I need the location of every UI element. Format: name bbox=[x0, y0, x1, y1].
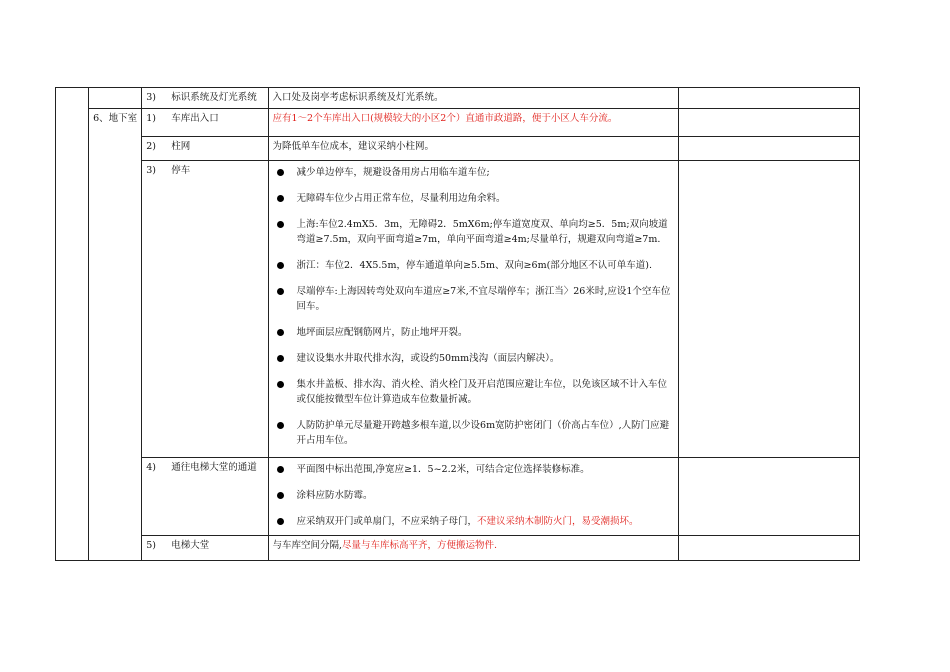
bullet-icon bbox=[277, 262, 284, 269]
row-content: 为降低单车位成本，建议采纳小柱网。 bbox=[268, 137, 678, 161]
bullet-icon bbox=[277, 329, 284, 336]
list-item bbox=[273, 284, 674, 314]
bullet-text: 应采纳双开门或单扇门，不应采纳子母门， bbox=[296, 516, 478, 527]
row-number: 3) bbox=[142, 161, 168, 458]
table-row bbox=[56, 536, 860, 561]
remarks-cell bbox=[678, 536, 859, 561]
bullet-text-warning: 不建议采纳木制防火门，易受潮损坏。 bbox=[477, 516, 639, 527]
bullet-icon bbox=[277, 355, 284, 362]
bullet-icon bbox=[277, 466, 284, 473]
row-item: 通往电梯大堂的通道 bbox=[167, 458, 268, 536]
remarks-cell bbox=[678, 137, 859, 161]
bullet-text: 减少单边停车，规避设备用房占用临车道车位; bbox=[296, 167, 490, 178]
row-number: 2) bbox=[142, 137, 168, 161]
row-item: 车库出入口 bbox=[167, 109, 268, 137]
remarks-cell bbox=[678, 88, 859, 109]
bullet-text: 人防防护单元尽量避开跨越多根车道,以少设6m宽防护密闭门（价高占车位）,人防门应避开占用车位。 bbox=[296, 420, 670, 446]
bullet-text: 上海:车位2.4mX5．3m，无障碍2．5mX6m;停车道宽度双、单向均≥5．5m;双向坡道弯道≥7.5m，双向平面弯道≥7m，单向平面弯道≥4m;尽量单行，规避双向弯道≥7m. bbox=[296, 219, 668, 245]
bullet-text: 尽端停车:上海因转弯处双向车道应≥7米,不宜尽端停车；浙江当〉26米时,应设1个空车位回车。 bbox=[296, 286, 671, 312]
table-row bbox=[56, 109, 860, 137]
spec-table bbox=[55, 87, 860, 561]
bullet-icon bbox=[277, 422, 284, 429]
bullet-icon bbox=[277, 221, 284, 228]
list-item bbox=[273, 462, 674, 477]
remarks-cell bbox=[678, 458, 859, 536]
row-content bbox=[268, 161, 678, 458]
bullet-text: 建议设集水井取代排水沟，或设约50mm浅沟（面层内解决）。 bbox=[296, 353, 560, 364]
row-content: 应有1～2个车库出入口(规模较大的小区2个）直通市政道路，便于小区人车分流。 bbox=[268, 109, 678, 137]
row-item: 电梯大堂 bbox=[167, 536, 268, 561]
bullet-text: 集水井盖板、排水沟、消火栓、消火栓门及开启范围应避让车位，以免该区域不计入车位或仅能按微型车位计算造成车位数量折减。 bbox=[296, 379, 668, 405]
row-content: 入口处及岗亭考虑标识系统及灯光系统。 bbox=[268, 88, 678, 109]
list-item bbox=[273, 514, 674, 529]
row-number: 5) bbox=[142, 536, 168, 561]
bullet-text: 地坪面层应配钢筋网片，防止地坪开裂。 bbox=[296, 327, 468, 338]
bullet-icon bbox=[277, 195, 284, 202]
lobby-text: 与车库空间分隔, bbox=[272, 540, 343, 551]
list-item bbox=[273, 418, 674, 448]
bullet-icon bbox=[277, 169, 284, 176]
bullet-text: 浙江：车位2．4X5.5m，停车通道单向≥5.5m、双向≥6m(部分地区不认可单车道). bbox=[296, 260, 653, 271]
blank-cell bbox=[89, 88, 142, 109]
remarks-cell bbox=[678, 109, 859, 137]
bullet-icon bbox=[277, 492, 284, 499]
section-label: 6、地下室 bbox=[89, 109, 142, 561]
table-row bbox=[56, 161, 860, 458]
bullet-list bbox=[273, 165, 674, 448]
list-item bbox=[273, 258, 674, 273]
row-number: 1) bbox=[142, 109, 168, 137]
list-item bbox=[273, 351, 674, 366]
bullet-text: 涂料应防水防霉。 bbox=[296, 490, 373, 501]
bullet-icon bbox=[277, 518, 284, 525]
row-item: 标识系统及灯光系统 bbox=[167, 88, 268, 109]
remarks-cell bbox=[678, 161, 859, 458]
bullet-icon bbox=[277, 288, 284, 295]
list-item bbox=[273, 217, 674, 247]
list-item bbox=[273, 191, 674, 206]
lobby-text-warning: 尽量与车库标高平齐，方便搬运物件. bbox=[342, 540, 498, 551]
list-item bbox=[273, 488, 674, 503]
row-content bbox=[268, 458, 678, 536]
row-item: 柱网 bbox=[167, 137, 268, 161]
bullet-list bbox=[273, 462, 674, 529]
bullet-icon bbox=[277, 381, 284, 388]
list-item bbox=[273, 165, 674, 180]
row-number: 4) bbox=[142, 458, 168, 536]
table-row bbox=[56, 88, 860, 109]
list-item bbox=[273, 377, 674, 407]
list-item bbox=[273, 325, 674, 340]
blank-cell bbox=[56, 88, 89, 561]
bullet-text: 平面图中标出范围,净宽应≥1．5~2.2米，可结合定位选择装修标准。 bbox=[296, 464, 590, 475]
table-row bbox=[56, 137, 860, 161]
bullet-text: 无障碍车位少占用正常车位，尽量利用边角余料。 bbox=[296, 193, 506, 204]
row-content bbox=[268, 536, 678, 561]
row-item: 停车 bbox=[167, 161, 268, 458]
row-number: 3) bbox=[142, 88, 168, 109]
table-row bbox=[56, 458, 860, 536]
